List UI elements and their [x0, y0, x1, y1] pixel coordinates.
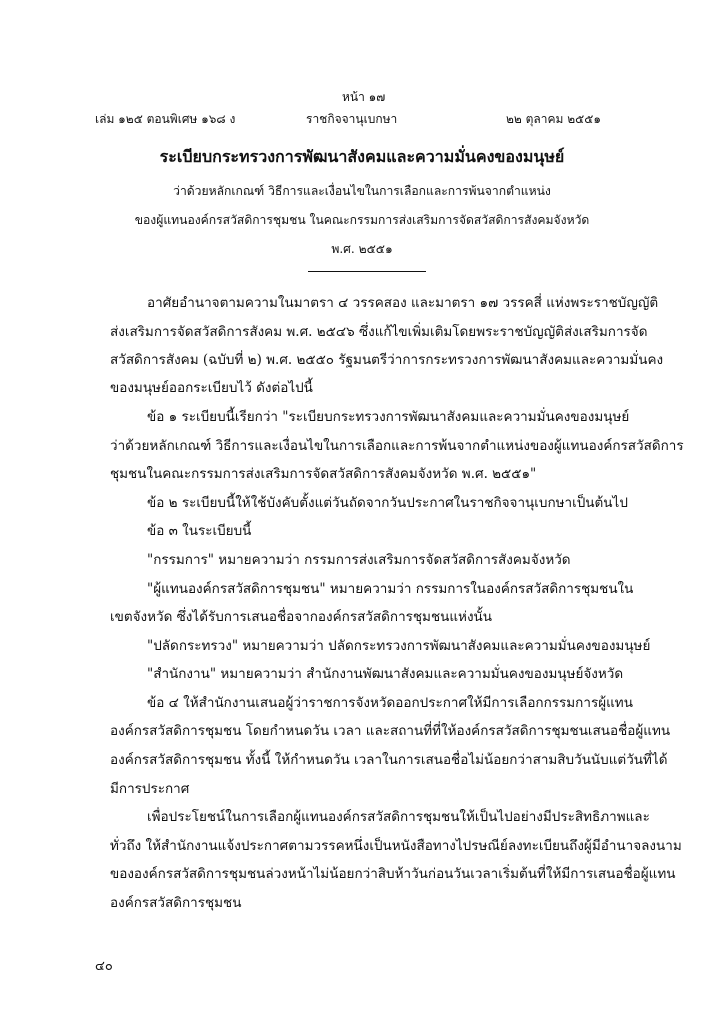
clause-1-line: ข้อ ๑ ระเบียบนี้เรียกว่า "ระเบียบกระทรวงการพัฒนาสังคมและความมั่นคงของมนุษย์: [147, 409, 630, 425]
clause-4-paragraph-2-line: เพื่อประโยชน์ในการเลือกผู้แทนองค์กรสวัสดิการชุมชนให้เป็นไปอย่างมีประสิทธิภาพและ: [147, 809, 650, 825]
clause-4-paragraph-2-line: ขององค์กรสวัสดิการชุมชนล่วงหน้าไม่น้อยกว่าสิบห้าวันก่อนวันเวลาเริ่มต้นที่ให้มีการเสนอชื่อผู้แทน: [110, 866, 676, 882]
definition-permanent-secretary: "ปลัดกระทรวง" หมายความว่า ปลัดกระทรวงการพัฒนาสังคมและความมั่นคงของมนุษย์: [147, 638, 651, 654]
document-subtitle-line-2: ของผู้แทนองค์กรสวัสดิการชุมชน ในคณะกรรมการส่งเสริมการจัดสวัสดิการสังคมจังหวัด: [134, 213, 590, 227]
header-date: ๒๒ ตุลาคม ๒๕๕๑: [506, 112, 601, 126]
clause-4-line: องค์กรสวัสดิการชุมชน โดยกำหนดวัน เวลา และสถานที่ที่ให้องค์กรสวัสดิการชุมชนเสนอชื่อผู้แทน: [110, 723, 671, 739]
header-page-number: หน้า ๑๗: [342, 90, 386, 104]
clause-4-paragraph-2-line: ทั่วถึง ให้สำนักงานแจ้งประกาศตามวรรคหนึ่งเป็นหนังสือทางไปรษณีย์ลงทะเบียนถึงผู้มีอำนาจลงนาม: [110, 838, 682, 854]
clause-4-line: มีการประกาศ: [110, 781, 190, 797]
clause-1-line: ชุมชนในคณะกรรมการส่งเสริมการจัดสวัสดิการสังคมจังหวัด พ.ศ. ๒๕๕๑": [110, 466, 537, 482]
clause-1-line: ว่าด้วยหลักเกณฑ์ วิธีการและเงื่อนไขในการเลือกและการพ้นจากตำแหน่งของผู้แทนองค์กรสวัสดิการ: [110, 438, 684, 454]
clause-2: ข้อ ๒ ระเบียบนี้ให้ใช้บังคับตั้งแต่วันถัดจากวันประกาศในราชกิจจานุเบกษาเป็นต้นไป: [147, 495, 628, 511]
definition-committee: "กรรมการ" หมายความว่า กรรมการส่งเสริมการจัดสวัสดิการสังคมจังหวัด: [147, 552, 571, 568]
document-subtitle-line-1: ว่าด้วยหลักเกณฑ์ วิธีการและเงื่อนไขในการเลือกและการพ้นจากตำแหน่ง: [173, 184, 551, 198]
header-gazette: ราชกิจจานุเบกษา: [306, 112, 398, 126]
document-title: ระเบียบกระทรวงการพัฒนาสังคมและความมั่นคงของมนุษย์: [159, 147, 565, 166]
clause-4-paragraph-2-line: องค์กรสวัสดิการชุมชน: [110, 895, 242, 911]
clause-4-line: องค์กรสวัสดิการชุมชน ทั้งนี้ ให้กำหนดวัน เวลาในการเสนอชื่อไม่น้อยกว่าสามสิบวันนับแต่วันที่ได้: [110, 752, 668, 768]
preamble-line: อาศัยอำนาจตามความในมาตรา ๔ วรรคสอง และมาตรา ๑๗ วรรคสี่ แห่งพระราชบัญญัติ: [147, 295, 659, 311]
preamble-line: ส่งเสริมการจัดสวัสดิการสังคม พ.ศ. ๒๕๔๖ ซึ่งแก้ไขเพิ่มเติมโดยพระราชบัญญัติส่งเสริมการจัด: [110, 324, 648, 340]
definition-representative: "ผู้แทนองค์กรสวัสดิการชุมชน" หมายความว่า กรรมการในองค์กรสวัสดิการชุมชนใน: [147, 581, 634, 597]
definition-representative-cont: เขตจังหวัด ซึ่งได้รับการเสนอชื่อจากองค์กรสวัสดิการชุมชนแห่งนั้น: [110, 609, 493, 625]
clause-4-line: ข้อ ๔ ให้สำนักงานเสนอผู้ว่าราชการจังหวัดออกประกาศให้มีการเลือกกรรมการผู้แทน: [147, 695, 633, 711]
preamble-line: ของมนุษย์ออกระเบียบไว้ ดังต่อไปนี้: [110, 380, 313, 396]
definition-office: "สำนักงาน" หมายความว่า สำนักงานพัฒนาสังคมและความมั่นคงของมนุษย์จังหวัด: [147, 666, 624, 682]
document-year: พ.ศ. ๒๕๕๑: [331, 242, 393, 256]
header-volume: เล่ม ๑๒๕ ตอนพิเศษ ๑๖๘ ง: [95, 112, 236, 126]
title-divider: [308, 271, 426, 272]
preamble-line: สวัสดิการสังคม (ฉบับที่ ๒) พ.ศ. ๒๕๕๐ รัฐมนตรีว่าการกระทรวงการพัฒนาสังคมและความมั่นคง: [110, 352, 664, 368]
clause-3: ข้อ ๓ ในระเบียบนี้: [147, 523, 252, 539]
footer-page-number: ๔๐: [95, 959, 113, 974]
